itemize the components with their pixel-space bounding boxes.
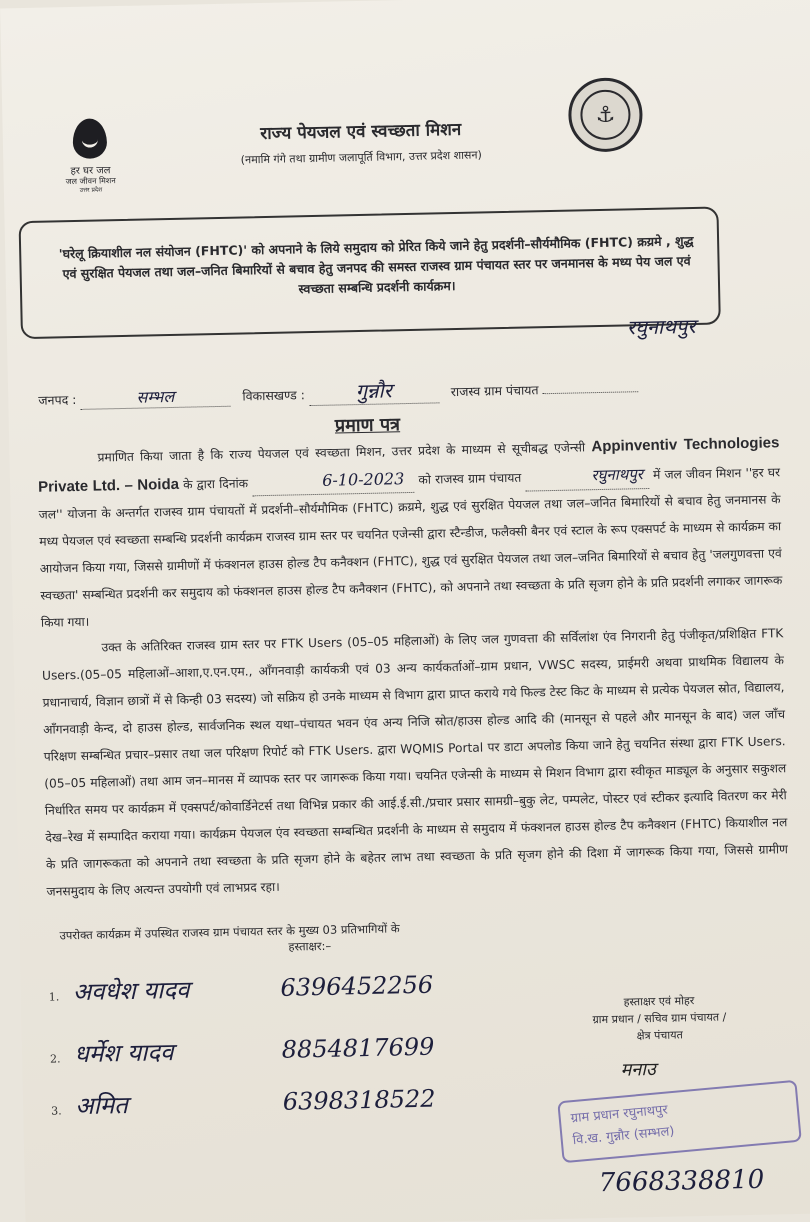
program-title-box [19, 206, 721, 339]
authority-line3: क्षेत्र पंचायत [636, 1028, 683, 1043]
authority-line1: हस्ताक्षर एवं मोहर [623, 994, 695, 1009]
para1-part1: प्रमाणित किया जाता है कि राज्य पेयजल एवं स्वच्छता मिशन, उत्तर प्रदेश के माध्यम से सूचीबद्ध एजेन्सी [97, 440, 586, 465]
pradhan-signature: मनाउ [620, 1058, 656, 1081]
participant-signature-row [51, 1082, 436, 1123]
para1-part4: में जल जीवन मिशन ''हर घर जल'' योजना के अन्तर्गत राजस्व ग्राम पंचायतों में प्रदर्शनी–सौर्यमौमिक (FHTC) क्रय्रमे, शुद्ध एवं सुरक्षित पेयजल तथा जल–जनित बिमारियों से बचाव हेतु जनमानस के मध्य पेयजल एवं स्वच्छता सम्बन्धि प्रदर्शनी कार्यक्रम राजस्व ग्राम स्तर पर चयनित एजेन्सी द्वारा स्टैन्डीज, फलैक्सी बैनर एवं स्टाल के रूप एक्सपर्ट के माध्यम से कार्यक्रम का आयोजन किया गया, जिससे ग्रामीणों में फंक्शनल हाउस होल्ड टैप कनैक्शन (FHTC), शुद्ध एवं सुरक्षित पेयजल तथा जल–जनित बिमारियों से बचाव हेतु 'जलगुणवत्ता एवं स्वच्छता' सम्बन्धित प्रदर्शनी कर समुदाय को फंक्शनल हाउस होल्ड टैप कनैक्शन (FHTC), को अपनाने तथा स्वच्छता के प्रति सृजग होने के प्रति प्रदर्शनी लगाकर जागरूक किया गया। [38, 465, 783, 630]
stamp-line2: वि.ख. गुन्नौर (सम्भल) [572, 1124, 676, 1149]
block-label: विकासखण्ड : [242, 387, 306, 404]
signature-intro-line1: उपरोक्त कार्यक्रम में उपस्थित राजस्व ग्राम पंचायत स्तर के मुख्य 03 प्रतिभागियों के [59, 921, 400, 943]
logo-line3: उत्तर प्रदेश [79, 186, 103, 194]
participant-number: 2. [49, 1052, 61, 1066]
participant-number: 1. [48, 990, 60, 1004]
district-value: सम्भल [136, 386, 175, 407]
har-ghar-jal-logo [54, 118, 126, 194]
up-govt-emblem-icon: ⚓ [568, 77, 644, 153]
authority-line2: ग्राम प्रधान / सचिव ग्राम पंचायत / [592, 1010, 727, 1027]
signature-intro [59, 917, 560, 959]
district-label: जनपद : [38, 391, 77, 408]
participant-number: 3. [51, 1104, 62, 1118]
panchayat-stamp [557, 1080, 802, 1163]
program-title: 'घरेलू क्रियाशील नल संयोजन (FHTC)' को अपनाने के लिये समुदाय को प्रेरित किये जाने हेतु प्रदर्शनी–सौर्यमौमिक (FHTC) क्रय्रमे , शुद्ध एवं सुरक्षित पेयजल तथा जल–जनित बिमारियों से बचाव हेतु जनपद की समस्त राजस्व ग्राम पंचायत स्तर पर जनमानस के मध्य पेय जल एवं स्वच्छता सम्बन्धि प्रदर्शनी कार्यक्रम। [58, 233, 694, 297]
org-subtitle: (नमामि गंगे तथा ग्रामीण जलापूर्ति विभाग, उत्तर प्रदेश शासन) [240, 148, 482, 167]
participant-phone: 6398318522 [282, 1084, 436, 1116]
participant-signature-row [48, 968, 433, 1009]
participant-name: अवधेश यादव [72, 975, 190, 1007]
participant-name: अमित [74, 1091, 129, 1121]
signature-intro-line2: हस्ताक्षर:– [288, 938, 332, 954]
certificate-heading: प्रमाण पत्र [334, 414, 401, 437]
participant-name: धर्मेश यादव [73, 1038, 174, 1069]
authority-block [559, 991, 760, 1046]
program-date: 6-10-2023 [252, 465, 415, 496]
logo-line1: हर घर जल [70, 165, 111, 178]
para1-panchayat: रघुनाथपुर [525, 461, 649, 492]
water-drop-icon [72, 118, 107, 159]
panchayat-label: राजस्व ग्राम पंचायत [450, 382, 539, 400]
panchayat-value: रघुनाथपुर [626, 313, 696, 340]
participant-phone: 6396452256 [280, 970, 434, 1002]
certificate-para-2: उक्त के अतिरिक्त राजस्व ग्राम स्तर पर FTK Users (05–05 महिलाओं) के लिए जल गुणवत्ता की सर्विलांश एंव निगरानी हेतु पंजीकृत/प्रशिक्षित FTK Users.(05–05 महिलाओं–आशा,ए.एन.एम., आँगनवाड़ी कार्यकत्री एवं 03 अन्य कार्यकर्ताओं–ग्राम प्रधान, VWSC सदस्य, प्राईमरी अथवा प्राथमिक विद्यालय के प्रधानाचार्य, विज्ञान छात्रों में से किन्ही 03 सदस्य) जो सक्रिय हो उनके माध्यम से विभाग द्वारा प्राप्त कराये गये फिल्ड टेस्ट किट के माध्यम से प्रत्येक पेयजल स्रोत, विद्यालय, आँगनवाड़ी केन्द, दो हाउस होल्ड, सार्वजनिक स्थल यथा–पंचायत भवन एंव अन्य निजि स्रोत/हाउस होल्ड आदि की (मानसून से पहले और मानसून के बाद) जल जाँच परिक्षण सम्बन्धित प्रचार–प्रसार तथा जल परिक्षण रिपोर्ट को FTK Users. द्वारा WQMIS Portal पर डाटा अपलोड किया जाने हेतु चयनित संस्था द्वारा FTK Users.(05–05 महिलाओं) तथा आम जन–मानस में व्यापक स्तर पर जागरूक किया गया। चयनित एजेन्सी के माध्यम से मिशन विभाग द्वारा स्वीकृत माड्यूल के अनुसार सकुशल निर्धारित समय पर कार्यक्रम में एक्सपर्ट/कोवार्डिनेटर्स तथा विभिन्न प्रकार की आई.ई.सी./प्रचार प्रसार सामग्री–बुकु लेट, पम्पलेट, पोस्टर एवं स्टीकर इत्यादि वितरण कर मेरी देख–रेख में सम्पादित कराया गया। कार्यक्रम पेयजल एंव स्वच्छता सम्बन्धित प्रदर्शनी के माध्यम से समुदाय में फंक्शनल हाउस होल्ड टैप कनैक्शन (FHTC) कियाशील नल के प्रति जागरूकता को अपनाने तथा स्वच्छता के प्रति सृजग होने के बहेतर लाभ तथा स्वच्छता के प्रति सृजग होने की दिशा में जागरूक किया गया, जिससे ग्रामीण जनसमुदाय के लिए अत्यन्त उपयोगी एवं लाभप्रद रहा। [41, 626, 789, 899]
para1-part3: को राजस्व ग्राम पंचायत [418, 470, 522, 487]
district-row [38, 371, 639, 412]
stamp-line1: ग्राम प्रधान रघुनाथपुर [570, 1102, 669, 1127]
block-value: गुन्नौर [355, 378, 393, 404]
agency-name: Appinventiv Technologies Private Ltd. – Noida [37, 434, 780, 496]
participant-phone: 8854817699 [281, 1032, 435, 1064]
org-name: राज्य पेयजल एवं स्वच्छता मिशन [260, 119, 462, 145]
org-header [211, 116, 512, 168]
certificate-para-1 [37, 429, 783, 636]
participant-signature-row [50, 1030, 435, 1071]
pradhan-phone: 7668338810 [598, 1164, 765, 1199]
para1-part2: के द्वारा दिनांक [183, 476, 249, 492]
logo-line2: जल जीवन मिशन [65, 176, 116, 187]
